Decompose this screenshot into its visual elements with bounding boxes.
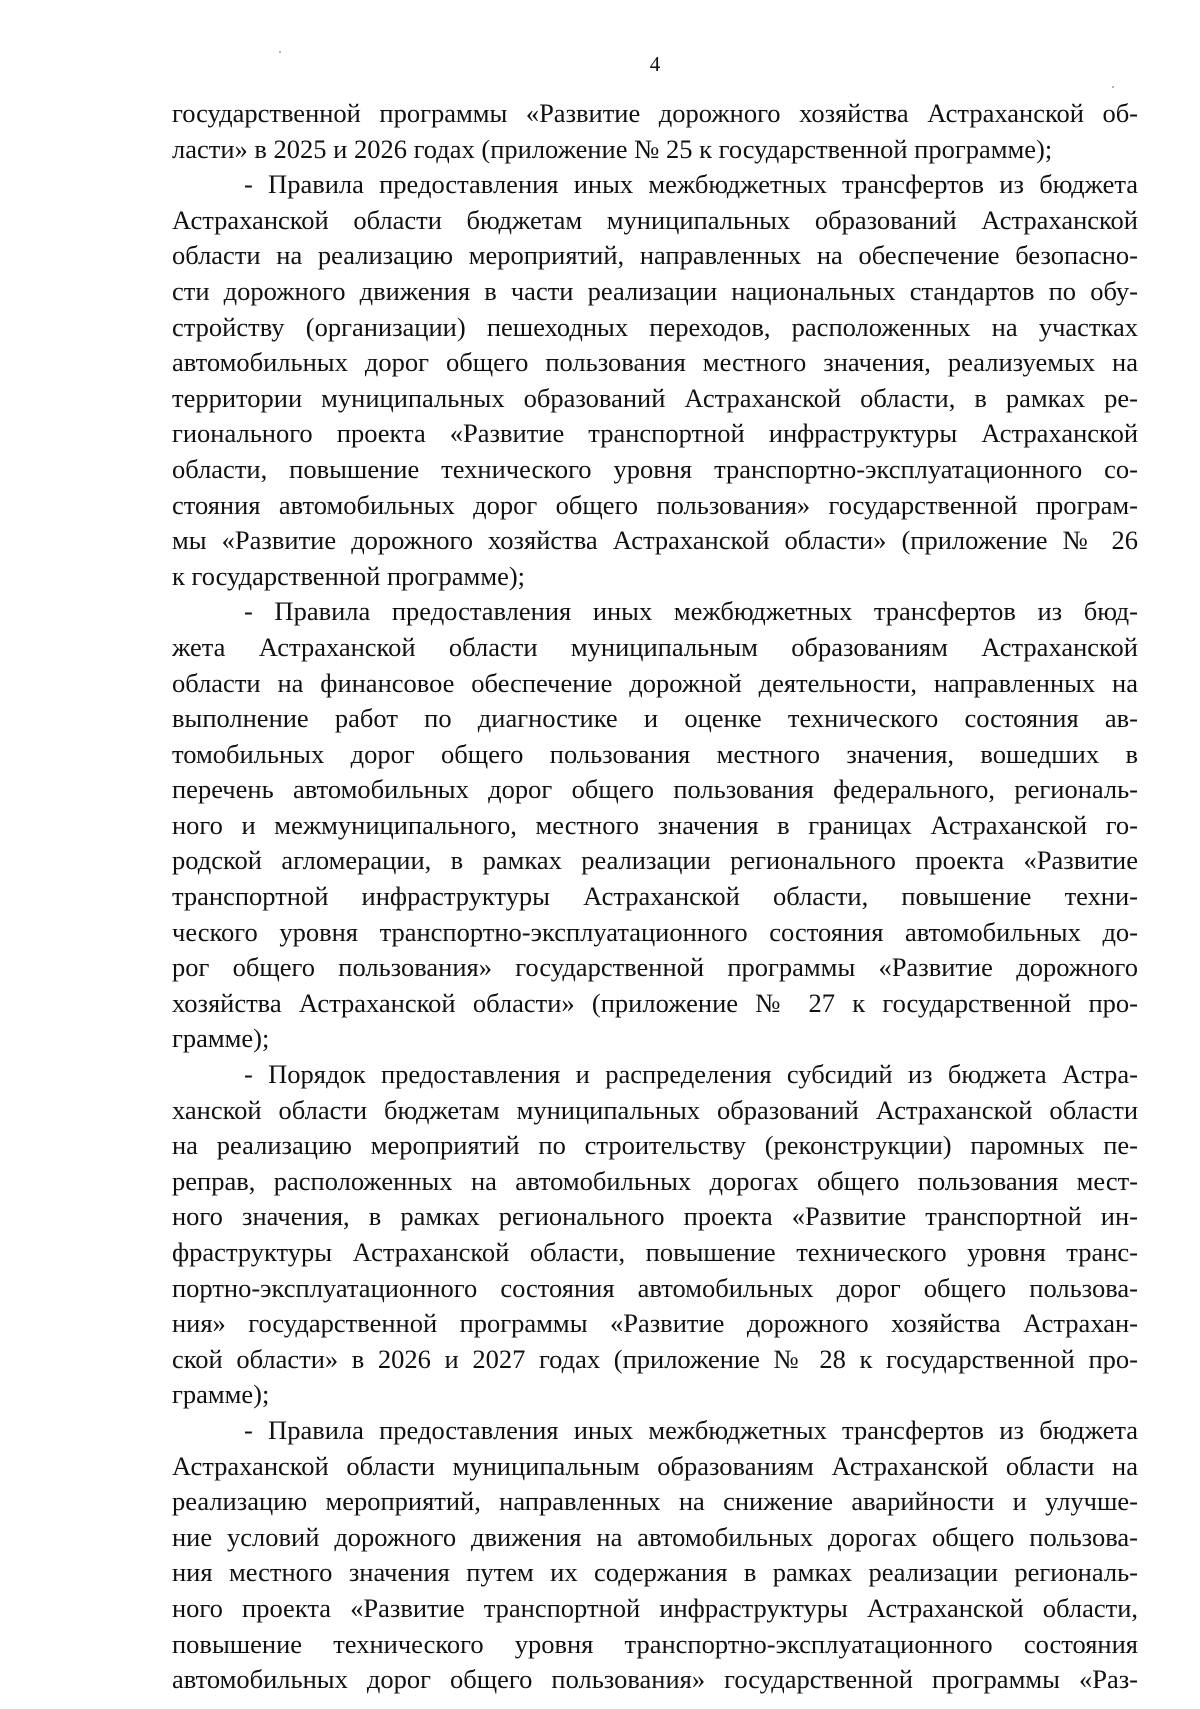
text-line: к государственной программе); [172,560,526,591]
paragraph-rules-26 [172,167,1138,594]
scan-speck [279,51,281,53]
text-line: грамме); [172,1379,270,1410]
page-number: 4 [649,52,661,76]
paragraph-rules-29 [172,1413,1138,1698]
text-line: ного проекта «Развитие транспортной инфраструктуры Астраханской области, [172,1592,1138,1623]
text-line: - Правила предоставления иных межбюджетных трансфертов из бюджета [244,169,1138,200]
text-line: рог общего пользования» государственной программы «Развитие дорожного [172,952,1138,983]
text-line: портно-эксплуатационного состояния автомобильных дорог общего пользова- [172,1272,1138,1303]
text-line: гионального проекта «Развитие транспортной инфраструктуры Астраханской [172,418,1138,449]
text-line: повышение технического уровня транспортно-эксплуатационного состояния [172,1628,1138,1659]
text-line: ние условий дорожного движения на автомобильных дорогах общего пользова- [172,1521,1138,1552]
text-line: грамме); [172,1023,270,1054]
text-line: Астраханской области муниципальным образованиям Астраханской области на [172,1450,1138,1481]
text-line: стояния автомобильных дорог общего пользования» государственной програм- [172,489,1138,520]
text-line: автомобильных дорог общего пользования» государственной программы «Раз- [172,1664,1138,1695]
text-line: ханской области бюджетам муниципальных образований Астраханской области [172,1094,1138,1125]
text-line: сти дорожного движения в части реализации национальных стандартов по обу- [172,275,1138,306]
text-line: жета Астраханской области муниципальным образованиям Астраханской [172,631,1138,662]
text-line: выполнение работ по диагностике и оценке технического состояния ав- [172,703,1138,734]
text-line: реализацию мероприятий, направленных на снижение аварийности и улучше- [172,1486,1138,1517]
scan-speck [1112,86,1114,88]
text-line: родской агломерации, в рамках реализации регионального проекта «Развитие [172,845,1138,876]
text-line: ческого уровня транспортно-эксплуатационного состояния автомобильных до- [172,916,1138,947]
paragraph-continuation [172,96,1138,167]
document-body [172,96,1138,1698]
text-line: томобильных дорог общего пользования местного значения, вошедших в [172,738,1138,769]
text-line: фраструктуры Астраханской области, повышение технического уровня транс- [172,1237,1138,1267]
text-line: перечень автомобильных дорог общего пользования федерального, региональ- [172,774,1138,805]
text-line: на реализацию мероприятий по строительству (реконструкции) паромных пе- [172,1130,1138,1161]
text-line: транспортной инфраструктуры Астраханской области, повышение техни- [172,881,1138,912]
text-line: ния местного значения путем их содержания в рамках реализации региональ- [172,1557,1138,1588]
text-line: хозяйства Астраханской области» (приложение № 27 к государственной про- [172,987,1138,1018]
text-line: стройству (организации) пешеходных переходов, расположенных на участках [172,311,1138,342]
text-line: мы «Развитие дорожного хозяйства Астраханской области» (приложение № 26 [172,525,1138,556]
paragraph-order-28 [172,1057,1138,1413]
paragraph-rules-27 [172,594,1138,1057]
text-line: ного и межмуниципального, местного значения в границах Астраханской го- [172,809,1138,840]
text-line: ного значения, в рамках регионального проекта «Развитие транспортной ин- [172,1201,1138,1232]
text-line: области на финансовое обеспечение дорожной деятельности, направленных на [172,667,1138,698]
text-line: - Правила предоставления иных межбюджетных трансфертов из бюджета [244,1414,1138,1445]
text-line: области, повышение технического уровня транспортно-эксплуатационного со- [172,453,1138,484]
text-line: реправ, расположенных на автомобильных дорогах общего пользования мест- [172,1165,1138,1196]
text-line: ласти» в 2025 и 2026 годах (приложение № 25 к государственной программе); [172,133,1053,164]
text-line: - Правила предоставления иных межбюджетных трансфертов из бюд- [244,596,1138,627]
text-line: территории муниципальных образований Астраханской области, в рамках ре- [172,382,1138,413]
text-line: Астраханской области бюджетам муниципальных образований Астраханской [172,204,1138,235]
text-line: государственной программы «Развитие дорожного хозяйства Астраханской об- [172,98,1138,128]
text-line: ской области» в 2026 и 2027 годах (приложение № 28 к государственной про- [172,1343,1138,1374]
text-line: - Порядок предоставления и распределения субсидий из бюджета Астра- [244,1059,1138,1090]
text-line: автомобильных дорог общего пользования местного значения, реализуемых на [172,347,1138,378]
text-line: области на реализацию мероприятий, направленных на обеспечение безопасно- [172,240,1138,271]
text-line: ния» государственной программы «Развитие дорожного хозяйства Астрахан- [172,1308,1138,1339]
